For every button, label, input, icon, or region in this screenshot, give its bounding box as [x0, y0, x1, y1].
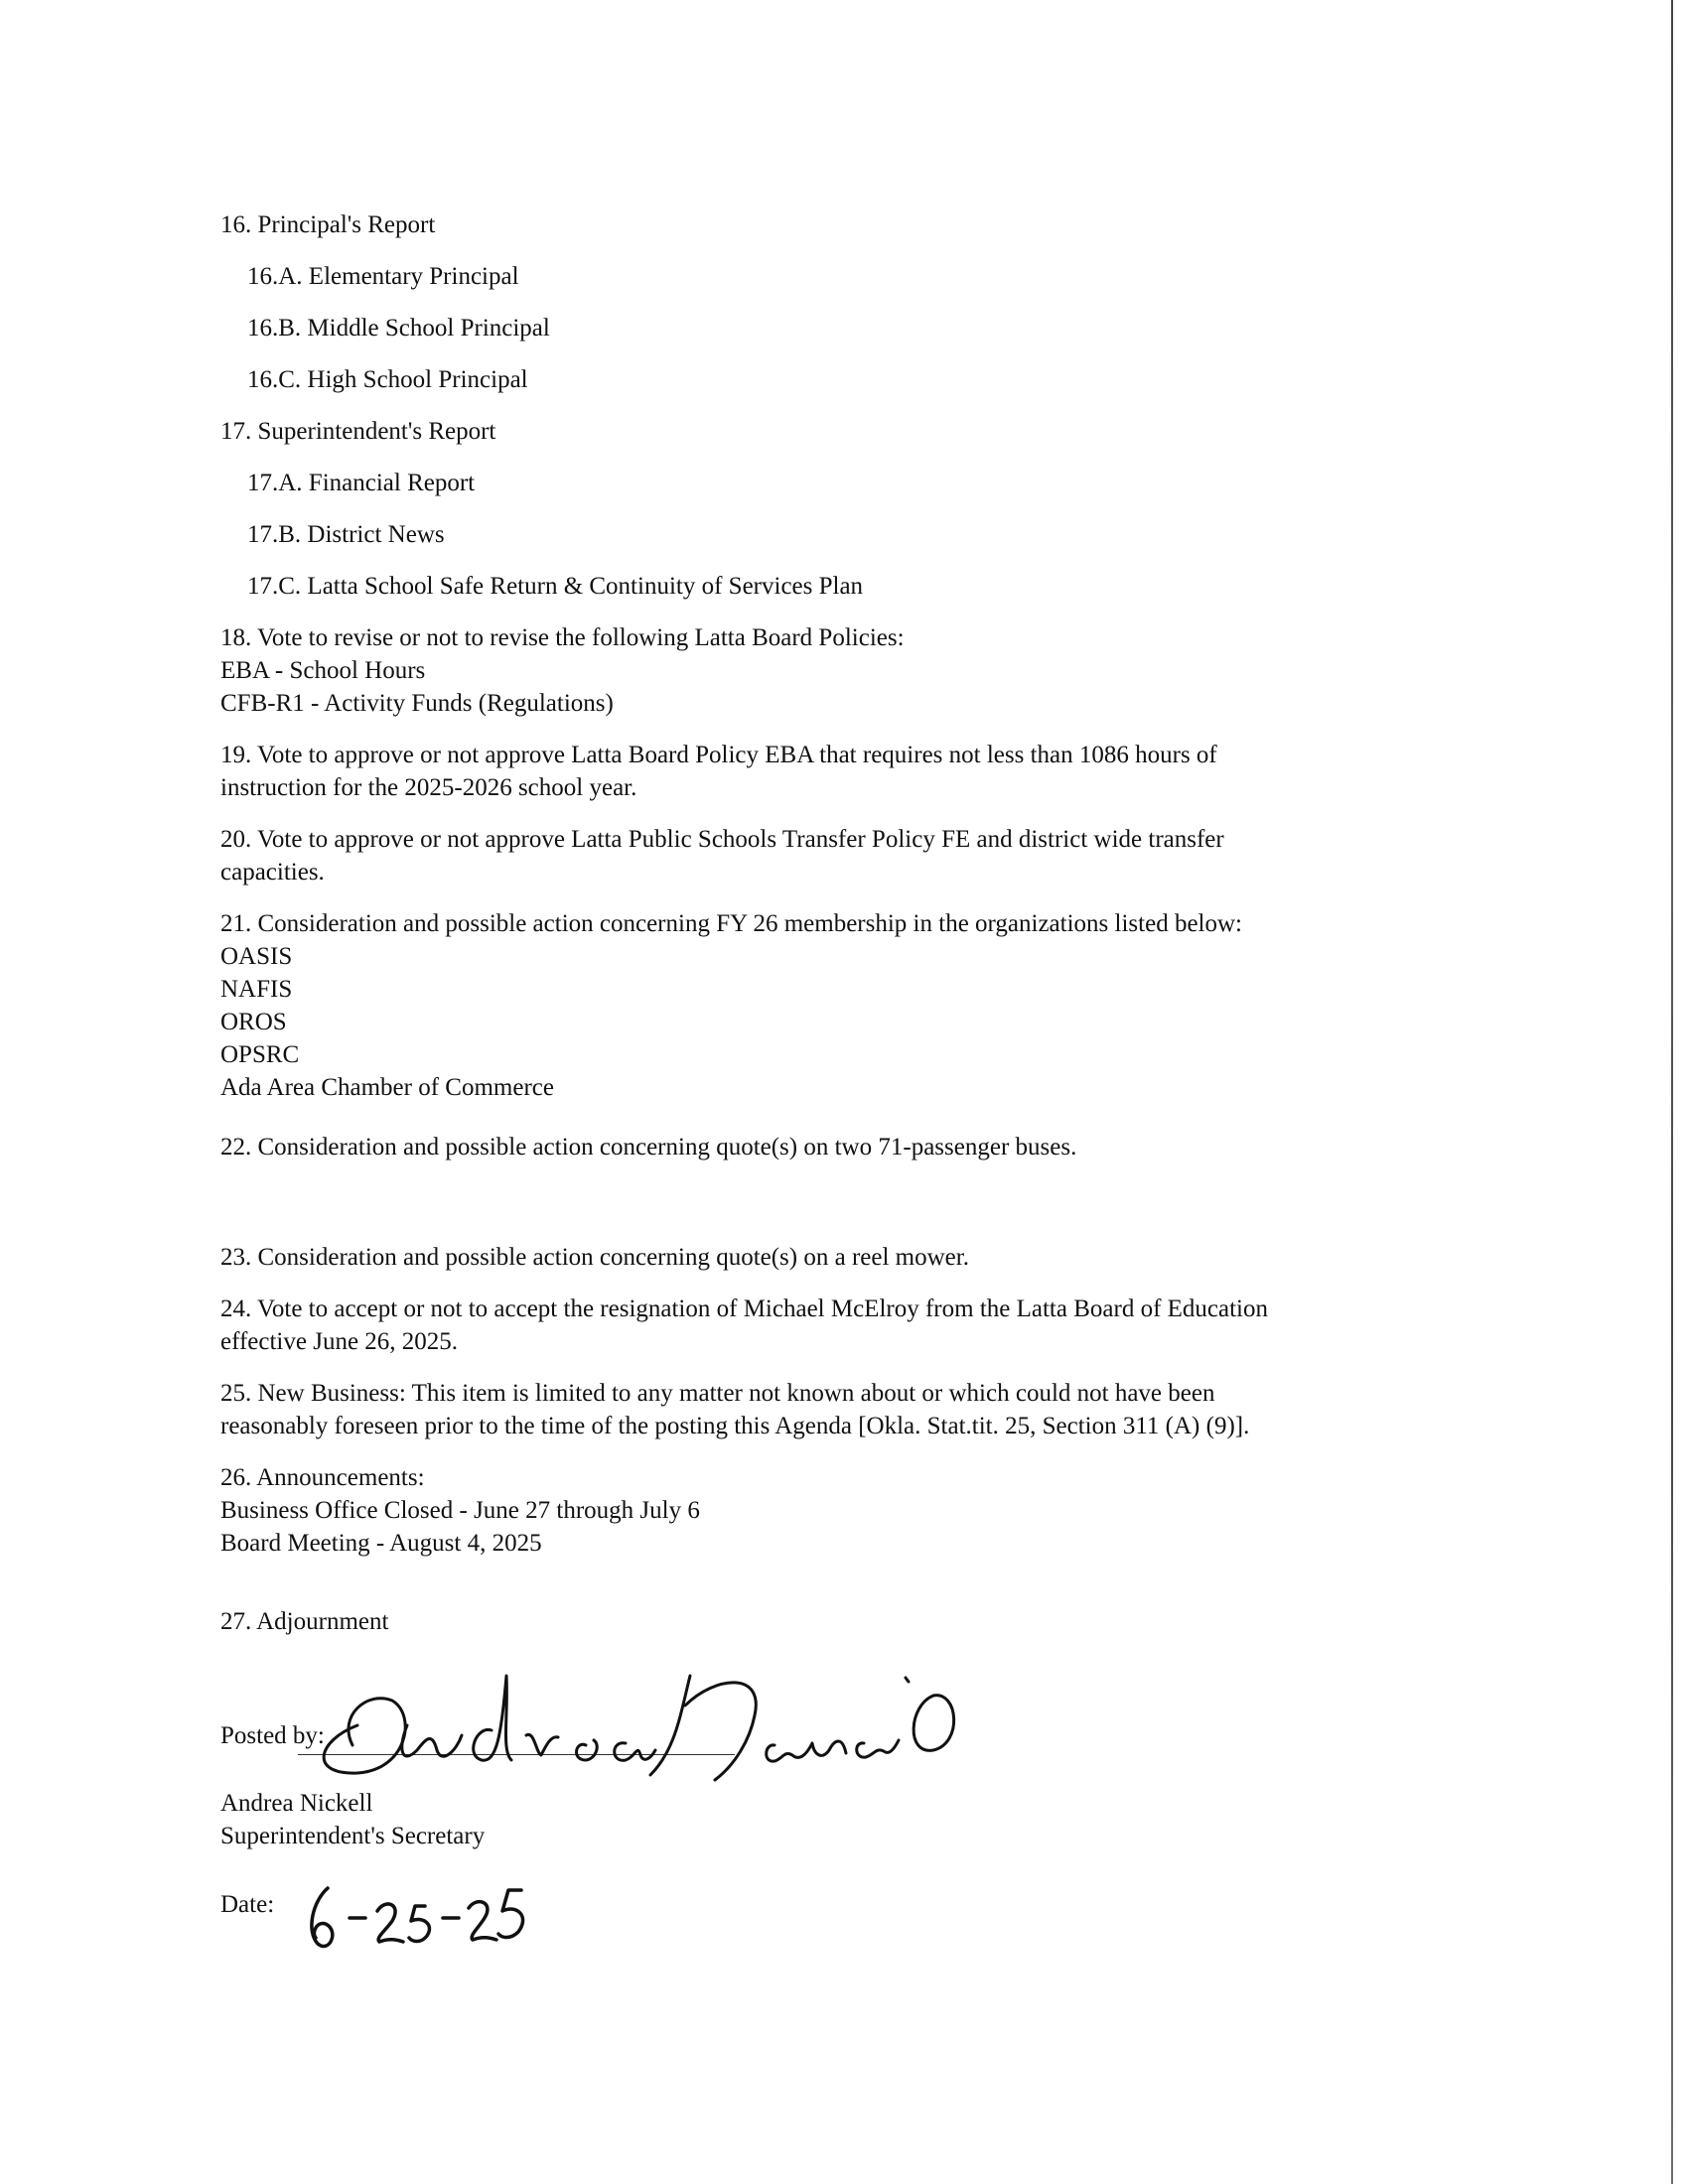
handwritten-date — [298, 1876, 526, 1956]
org-oros: OROS — [220, 1009, 287, 1035]
agenda-item-26 — [220, 1461, 1472, 1560]
agenda-item-25 — [220, 1377, 1472, 1442]
org-oasis: OASIS — [220, 943, 293, 970]
agenda-item-24-line-2: effective June 26, 2025. — [220, 1328, 459, 1355]
agenda-item-24 — [220, 1293, 1472, 1358]
agenda-item-19 — [220, 739, 1472, 804]
agenda-item-18 — [220, 621, 1472, 720]
agenda-item-17a: 17.A. Financial Report — [247, 470, 476, 496]
date-label: Date: — [220, 1891, 275, 1918]
policy-cfb-r1: CFB-R1 - Activity Funds (Regulations) — [220, 690, 614, 717]
handwritten-signature — [298, 1656, 993, 1785]
signer-title: Superintendent's Secretary — [220, 1823, 486, 1849]
posted-by-label: Posted by: — [220, 1722, 325, 1749]
agenda-item-23: 23. Consideration and possible action concerning quote(s) on a reel mower. — [220, 1244, 969, 1271]
signer-name: Andrea Nickell — [220, 1790, 373, 1817]
agenda-item-25-line-1: 25. New Business: This item is limited to any matter not known about or which could not have been — [220, 1380, 1215, 1407]
agenda-item-16: 16. Principal's Report — [220, 211, 436, 238]
announcement-board-meeting: Board Meeting - August 4, 2025 — [220, 1530, 542, 1557]
agenda-item-17: 17. Superintendent's Report — [220, 418, 496, 445]
agenda-item-27: 27. Adjournment — [220, 1608, 389, 1635]
agenda-item-18-line: 18. Vote to revise or not to revise the following Latta Board Policies: — [220, 624, 905, 651]
agenda-item-19-line-2: instruction for the 2025-2026 school year. — [220, 774, 637, 801]
org-nafis: NAFIS — [220, 976, 293, 1003]
signer-block — [220, 1787, 485, 1852]
agenda-item-20 — [220, 823, 1472, 888]
agenda-item-17c: 17.C. Latta School Safe Return & Continuity of Services Plan — [247, 573, 864, 600]
agenda-item-22: 22. Consideration and possible action concerning quote(s) on two 71-passenger buses. — [220, 1134, 1077, 1160]
agenda-item-25-line-2: reasonably foreseen prior to the time of the posting this Agenda [Okla. Stat.tit. 25, Section 311 (A) (9)]. — [220, 1413, 1250, 1439]
scan-edge-line — [1671, 0, 1673, 2184]
agenda-body — [220, 208, 1472, 1638]
org-opsrc: OPSRC — [220, 1041, 300, 1068]
agenda-item-24-line-1: 24. Vote to accept or not to accept the resignation of Michael McElroy from the Latta Board of Education — [220, 1296, 1268, 1322]
announcement-office-closed: Business Office Closed - June 27 through July 6 — [220, 1497, 700, 1524]
agenda-item-16b: 16.B. Middle School Principal — [247, 315, 550, 341]
agenda-item-20-line-2: capacities. — [220, 859, 325, 886]
agenda-item-21 — [220, 907, 1472, 1104]
org-ada-chamber: Ada Area Chamber of Commerce — [220, 1074, 554, 1101]
agenda-item-19-line-1: 19. Vote to approve or not approve Latta Board Policy EBA that requires not less than 1086 hours of — [220, 742, 1217, 768]
policy-eba: EBA - School Hours — [220, 657, 426, 684]
agenda-item-16c: 16.C. High School Principal — [247, 366, 528, 393]
agenda-item-17b: 17.B. District News — [247, 521, 445, 548]
announcements-heading: 26. Announcements: — [220, 1464, 425, 1491]
agenda-item-20-line-1: 20. Vote to approve or not approve Latta Public Schools Transfer Policy FE and district wide transfer — [220, 826, 1224, 853]
agenda-item-21-line: 21. Consideration and possible action concerning FY 26 membership in the organizations listed below: — [220, 910, 1242, 937]
agenda-item-16a: 16.A. Elementary Principal — [247, 263, 519, 290]
